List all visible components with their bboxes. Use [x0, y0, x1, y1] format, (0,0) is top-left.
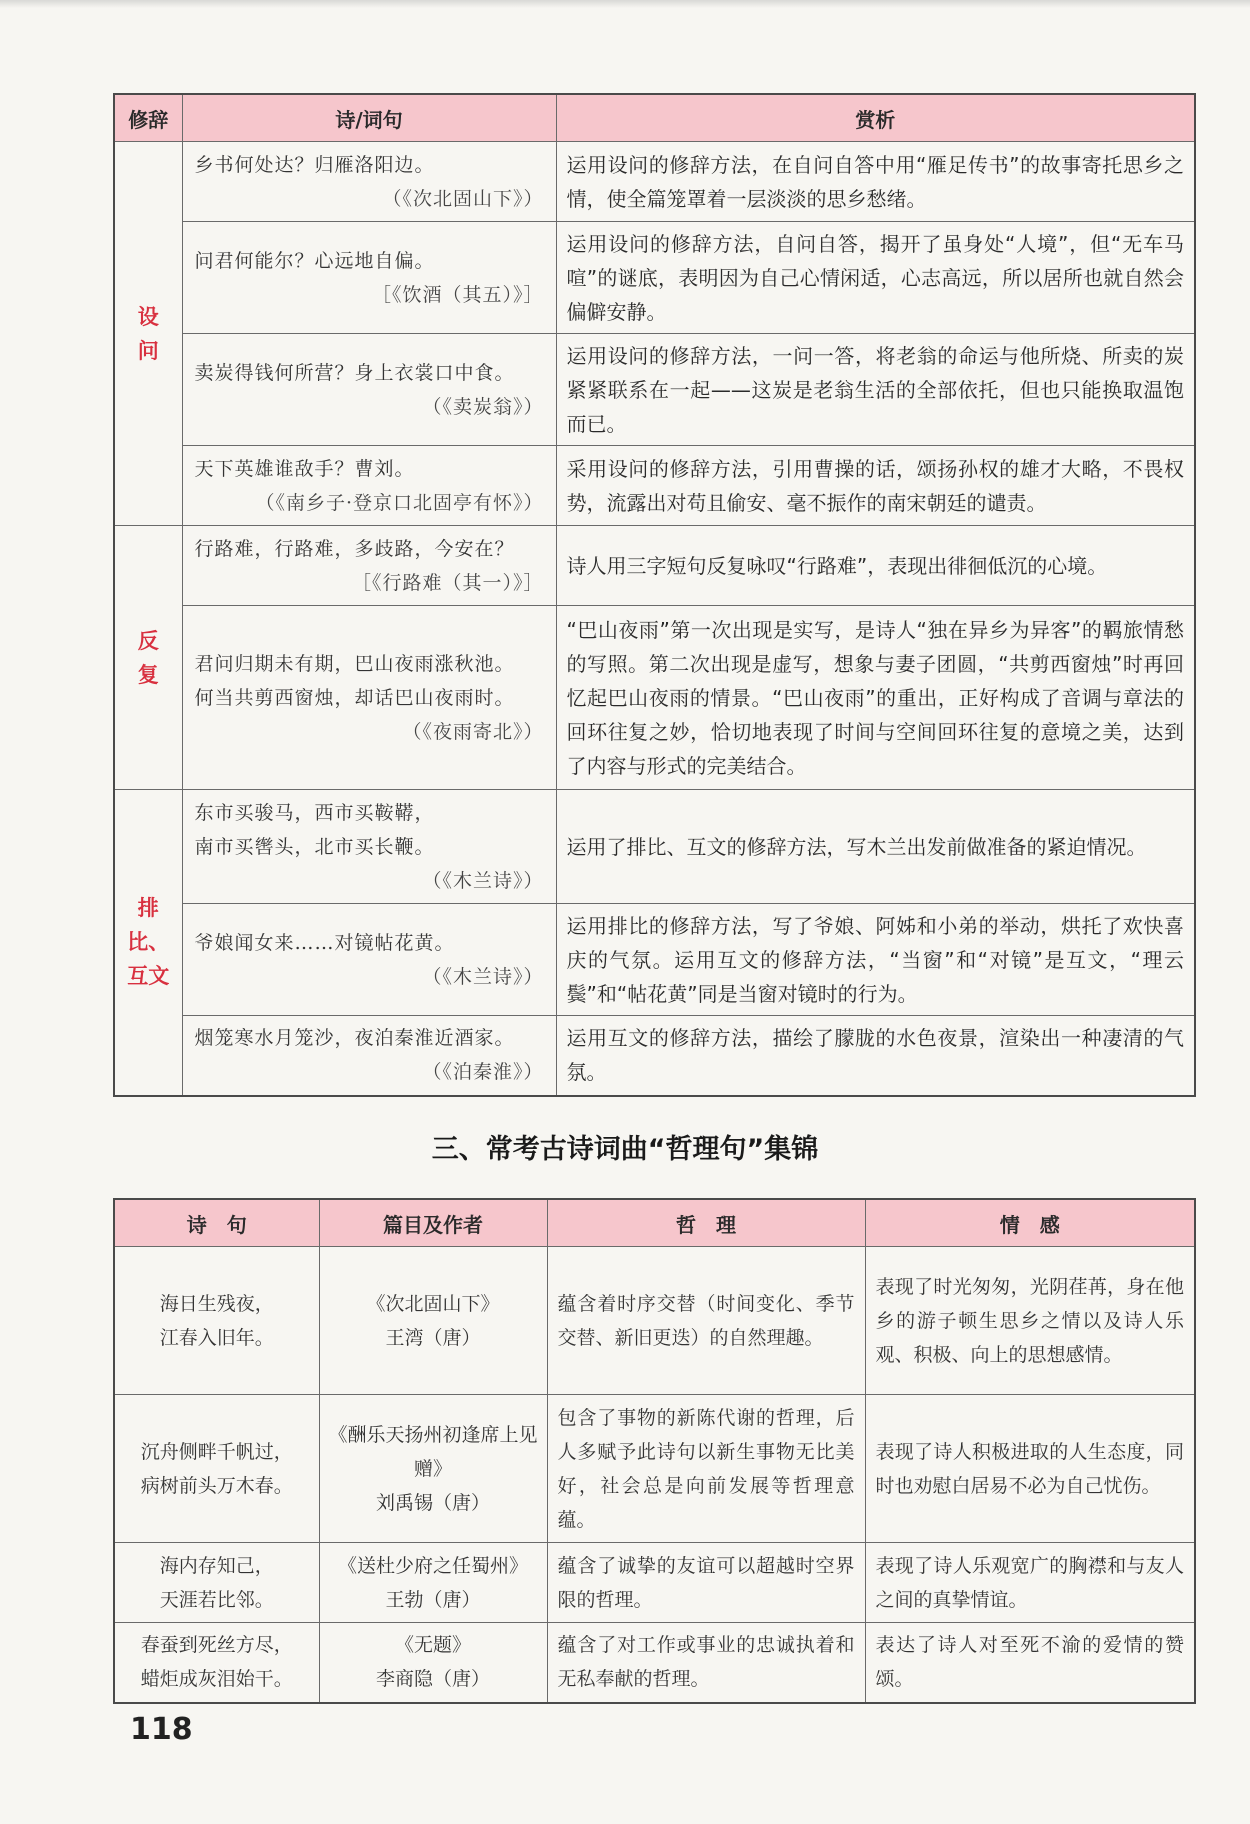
verse-line: 病树前头万木春。 [140, 1474, 293, 1497]
philosophy-cell: 蕴含着时序交替（时间变化、季节交替、新旧更迭）的自然理趣。 [547, 1247, 865, 1395]
poem-line: 问君何能尔？心远地自偏。 [194, 249, 435, 272]
poem-author: 李商隐（唐） [375, 1668, 490, 1691]
philosophy-cell: 包含了事物的新陈代谢的哲理，后人多赋予此诗句以新生事物无比美好，社会总是向前发展等哲理意蕴。 [547, 1395, 865, 1543]
section-title: 三、常考古诗词曲“哲理句”集锦 [431, 1134, 819, 1165]
poem-source: （《夜雨寄北》） [402, 720, 544, 743]
poem-line: 行路难，行路难，多歧路，今安在？ [194, 537, 515, 560]
poem-line: 君问归期未有期，巴山夜雨涨秋池。 [194, 652, 515, 675]
category-label: 反复 [137, 628, 159, 687]
analysis-cell: 运用设问的修辞方法，在自问自答中用“雁足传书”的故事寄托思乡之情，使全篇笼罩着一层淡淡的思乡愁绪。 [556, 142, 1195, 222]
philosophy-cell: 蕴含了对工作或事业的忠诚执着和无私奉献的哲理。 [547, 1623, 865, 1703]
header-title-author: 篇目及作者 [319, 1199, 547, 1247]
philosophy-table-header [114, 1199, 1195, 1247]
poem-cell [182, 142, 556, 222]
philosophy-cell: 蕴含了诚挚的友谊可以超越时空界限的哲理。 [547, 1543, 865, 1623]
emotion-cell: 表现了诗人乐观宽广的胸襟和与友人之间的真挚情谊。 [865, 1543, 1195, 1623]
poem-cell [182, 334, 556, 446]
philosophy-table [113, 1198, 1196, 1704]
title-author-cell [319, 1543, 547, 1623]
analysis-cell: 诗人用三字短句反复咏叹“行路难”，表现出徘徊低沉的心境。 [556, 526, 1195, 606]
table-row [114, 1247, 1195, 1395]
verse-line: 江春入旧年。 [159, 1326, 274, 1349]
poem-line: 乡书何处达？归雁洛阳边。 [194, 153, 435, 176]
category-fanfu [114, 526, 182, 790]
header-rhetoric: 修辞 [114, 94, 182, 142]
rhetoric-table-header [114, 94, 1195, 142]
category-shewen [114, 142, 182, 526]
title-author-cell [319, 1247, 547, 1395]
header-analysis: 赏析 [556, 94, 1195, 142]
poem-cell [182, 222, 556, 334]
verse-line: 海日生残夜， [159, 1292, 274, 1315]
table-row [114, 142, 1195, 222]
table-row [114, 446, 1195, 526]
verse-line: 海内存知己， [159, 1554, 274, 1577]
table-row [114, 222, 1195, 334]
analysis-cell: 运用设问的修辞方法，自问自答，揭开了虽身处“人境”，但“无车马喧”的谜底，表明因为自己心情闲适，心志高远，所以居所也就自然会偏僻安静。 [556, 222, 1195, 334]
analysis-cell: 采用设问的修辞方法，引用曹操的话，颂扬孙权的雄才大略，不畏权势，流露出对苟且偷安、毫不振作的南宋朝廷的谴责。 [556, 446, 1195, 526]
table-row [114, 904, 1195, 1016]
verse-line: 沉舟侧畔千帆过， [140, 1440, 293, 1463]
table-row [114, 1543, 1195, 1623]
analysis-cell: 运用了排比、互文的修辞方法，写木兰出发前做准备的紧迫情况。 [556, 790, 1195, 904]
poem-source: （《木兰诗》） [422, 869, 544, 892]
category-paibi-huwen [114, 790, 182, 1096]
analysis-cell: 运用排比的修辞方法，写了爷娘、阿姊和小弟的举动，烘托了欢快喜庆的气氛。运用互文的修辞方法，“当窗”和“对镜”是互文，“理云鬓”和“帖花黄”同是当窗对镜时的行为。 [556, 904, 1195, 1016]
poem-line: 天下英雄谁敌手？曹刘。 [194, 457, 415, 480]
poem-line: 烟笼寒水月笼沙，夜泊秦淮近酒家。 [194, 1027, 515, 1050]
poem-source: ［《行路难（其一）》］ [351, 571, 544, 594]
poem-cell [182, 446, 556, 526]
verse-cell [114, 1543, 319, 1623]
poem-line: 南市买辔头，北市买长鞭。 [194, 835, 435, 858]
verse-cell [114, 1247, 319, 1395]
poem-source: ［《饮酒（其五）》］ [371, 283, 544, 306]
emotion-cell: 表现了诗人积极进取的人生态度，同时也劝慰白居易不必为自己忧伤。 [865, 1395, 1195, 1543]
poem-author: 刘禹锡（唐） [375, 1491, 490, 1514]
poem-line: 何当共剪西窗烛，却话巴山夜雨时。 [194, 686, 515, 709]
poem-line: 卖炭得钱何所营？身上衣裳口中食。 [194, 361, 515, 384]
verse-cell [114, 1395, 319, 1543]
table-row [114, 526, 1195, 606]
poem-author: 王湾（唐） [385, 1326, 481, 1349]
header-verse: 诗 句 [114, 1199, 319, 1247]
poem-line: 爷娘闻女来……对镜帖花黄。 [194, 931, 455, 954]
title-author-cell [319, 1623, 547, 1703]
poem-cell [182, 904, 556, 1016]
verse-line: 春蚕到死丝方尽， [140, 1634, 293, 1657]
table-row [114, 1395, 1195, 1543]
poem-cell [182, 1016, 556, 1096]
verse-line: 蜡炬成灰泪始干。 [140, 1668, 293, 1691]
table-row [114, 606, 1195, 790]
title-author-cell [319, 1395, 547, 1543]
poem-title: 《酬乐天扬州初逢席上见赠》 [328, 1423, 538, 1480]
poem-line: 东市买骏马，西市买鞍鞯， [194, 801, 435, 824]
poem-cell [182, 790, 556, 904]
analysis-cell: “巴山夜雨”第一次出现是实写，是诗人“独在异乡为异客”的羁旅情愁的写照。第二次出现是虚写，想象与妻子团圆，“共剪西窗烛”时再回忆起巴山夜雨的情景。“巴山夜雨”的重出，正好构成了音调与章法的回环往复之妙，恰切地表现了时间与空间回环往复的意境之美，达到了内容与形式的完美结合。 [556, 606, 1195, 790]
poem-author: 王勃（唐） [385, 1588, 481, 1611]
poem-source: （《卖炭翁》） [422, 395, 544, 418]
emotion-cell: 表现了时光匆匆，光阴荏苒，身在他乡的游子顿生思乡之情以及诗人乐观、积极、向上的思想感情。 [865, 1247, 1195, 1395]
page-number: 118 [130, 1712, 193, 1747]
category-label: 设问 [137, 304, 159, 363]
table-row [114, 1623, 1195, 1703]
category-label: 排比、互文 [127, 896, 170, 989]
verse-cell [114, 1623, 319, 1703]
rhetoric-table [113, 93, 1196, 1097]
table-row [114, 790, 1195, 904]
analysis-cell: 运用设问的修辞方法，一问一答，将老翁的命运与他所烧、所卖的炭紧紧联系在一起——这炭是老翁生活的全部依托，但也只能换取温饱而已。 [556, 334, 1195, 446]
poem-source: （《次北固山下》） [382, 187, 544, 210]
analysis-cell: 运用互文的修辞方法，描绘了朦胧的水色夜景，渲染出一种凄清的气氛。 [556, 1016, 1195, 1096]
emotion-cell: 表达了诗人对至死不渝的爱情的赞颂。 [865, 1623, 1195, 1703]
poem-title: 《无题》 [394, 1634, 471, 1657]
table-row [114, 334, 1195, 446]
table-row [114, 1016, 1195, 1096]
poem-source: （《泊秦淮》） [422, 1061, 544, 1084]
verse-line: 天涯若比邻。 [159, 1588, 274, 1611]
header-philosophy: 哲 理 [547, 1199, 865, 1247]
poem-title: 《送杜少府之任蜀州》 [337, 1554, 528, 1577]
poem-source: （《南乡子·登京口北固亭有怀》） [255, 491, 544, 514]
header-emotion: 情 感 [865, 1199, 1195, 1247]
scan-edge [0, 0, 1250, 8]
poem-title: 《次北固山下》 [366, 1292, 500, 1315]
header-poem: 诗/词句 [182, 94, 556, 142]
poem-source: （《木兰诗》） [422, 965, 544, 988]
poem-cell [182, 606, 556, 790]
poem-cell [182, 526, 556, 606]
